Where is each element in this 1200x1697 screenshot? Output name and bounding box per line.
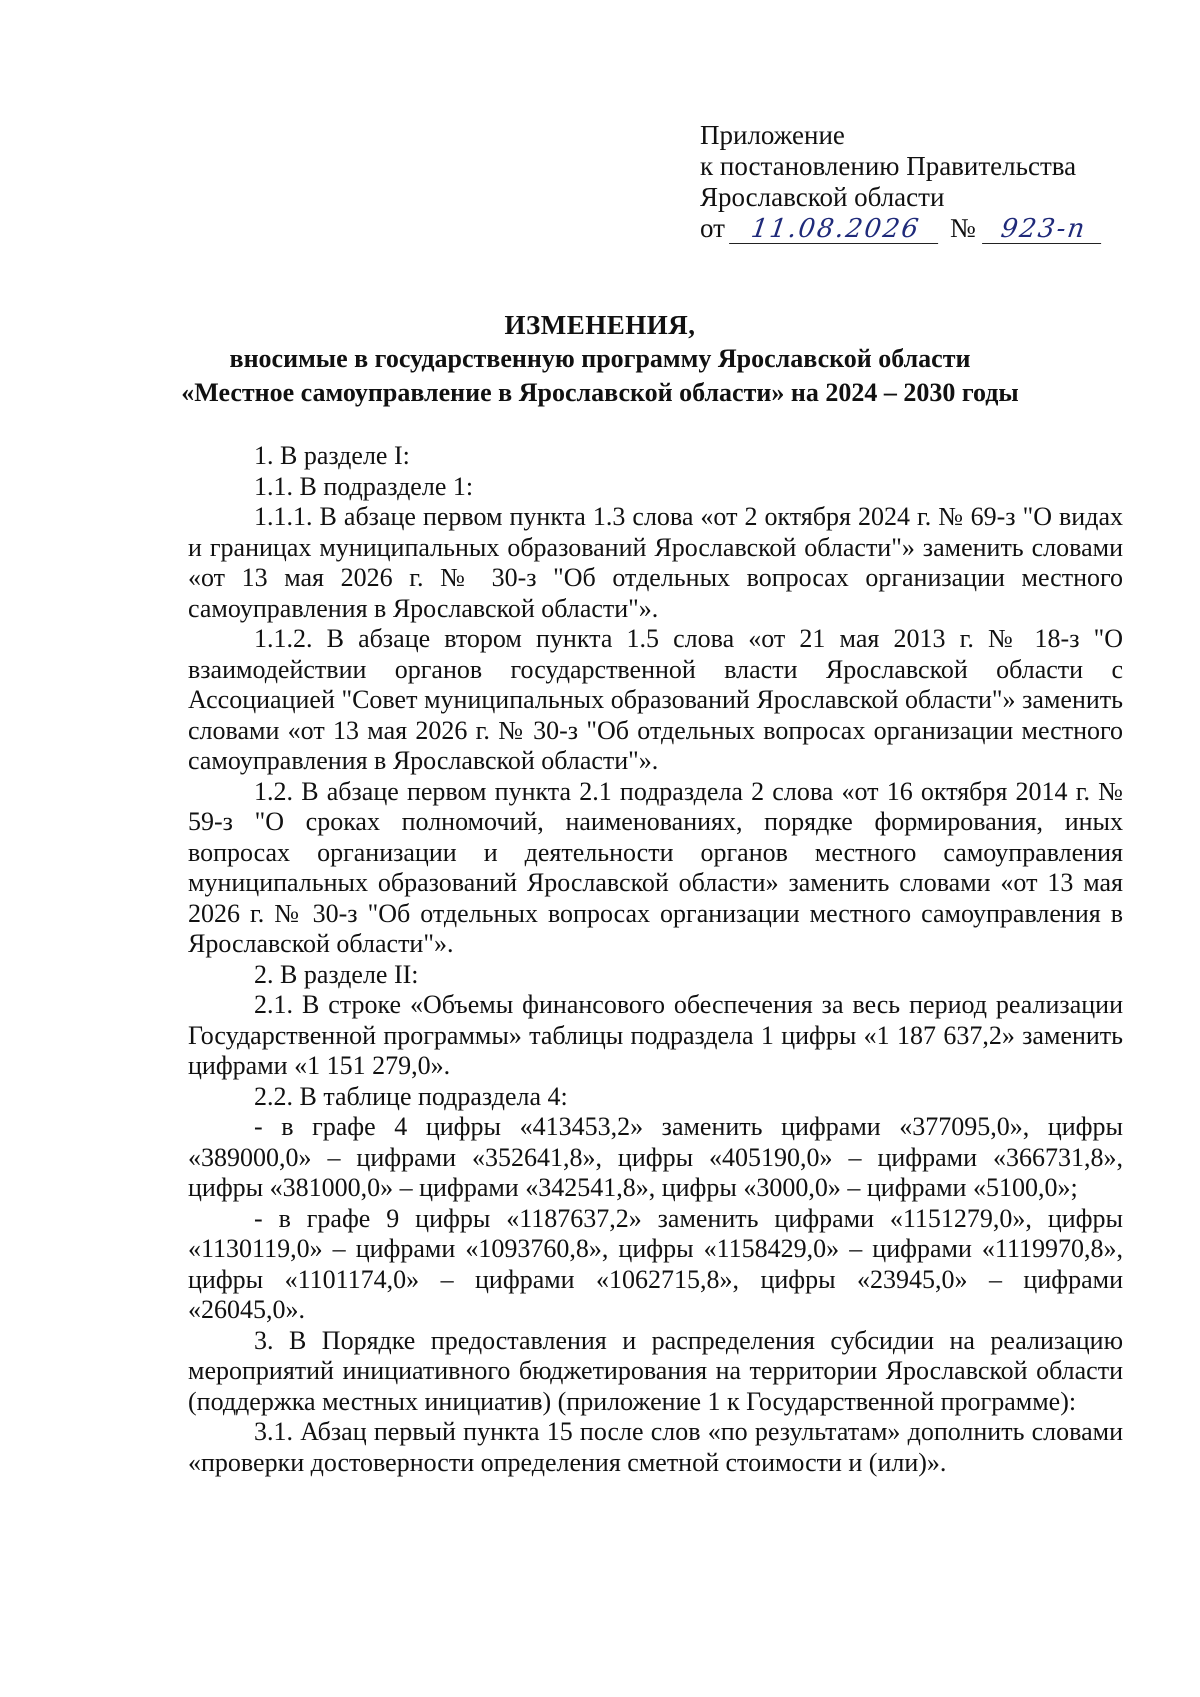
paragraph: 1.1. В подразделе 1: [254, 471, 474, 501]
handwritten-date: 11.08.2026 [729, 216, 942, 244]
approval-stamp-block [700, 120, 1140, 244]
document-body [188, 441, 1123, 1478]
title-main: ИЗМЕНЕНИЯ, [504, 310, 696, 340]
date-prefix: от [700, 213, 725, 243]
approval-date-line [700, 213, 1140, 244]
number-sign: № [949, 213, 976, 243]
paragraph: 3. В Порядке предоставления и распределения субсидии на реализацию мероприятий инициативного бюджетирования на территории Ярославской области (поддержка местных инициатив) (приложение 1 к Государственной программе): [188, 1325, 1123, 1416]
paragraph: 2.1. В строке «Объемы финансового обеспечения за весь период реализации Государственной программы» таблицы подраздела 1 цифры «1 187 637,2» заменить цифрами «1 151 279,0». [188, 990, 1123, 1080]
handwritten-number: 923-п [982, 216, 1105, 244]
paragraph: 1. В разделе I: [254, 441, 410, 470]
approval-line-3: Ярославской области [700, 182, 945, 212]
paragraph: 2. В разделе II: [254, 959, 419, 989]
paragraph: 2.2. В таблице подраздела 4: [254, 1081, 568, 1111]
paragraph: 1.2. В абзаце первом пункта 2.1 подраздела 2 слова «от 16 октября 2014 г. № 59-з "О сроках полномочий, наименованиях, порядке формирования, иных вопросах организации и деятельности органов местного самоуправления муниципальных образований Ярославской области» заменить словами «от 13 мая 2026 г. № 30-з "Об отдельных вопросах организации местного самоуправления в Ярославской области"». [188, 776, 1123, 958]
title-subtitle-1: вносимые в государственную программу Ярославской области [229, 344, 971, 373]
document-title [100, 308, 1100, 410]
paragraph: - в графе 4 цифры «413453,2» заменить цифрами «377095,0», цифры «389000,0» – цифрами «352641,8», цифры «405190,0» – цифрами «366731,8», цифры «381000,0» – цифрами «342541,8», цифры «3000,0» – цифрами «5100,0»; [188, 1112, 1123, 1202]
paragraph: 3.1. Абзац первый пункта 15 после слов «по результатам» дополнить словами «проверки достоверности определения сметной стоимости и (или)». [188, 1417, 1123, 1477]
paragraph: - в графе 9 цифры «1187637,2» заменить цифрами «1151279,0», цифры «1130119,0» – цифрами «1093760,8», цифры «1158429,0» – цифрами «1119970,8», цифры «1101174,0» – цифрами «1062715,8», цифры «23945,0» – цифрами «26045,0». [188, 1203, 1123, 1324]
paragraph: 1.1.2. В абзаце втором пункта 1.5 слова «от 21 мая 2013 г. № 18-з "О взаимодействии органов государственной власти Ярославской области с Ассоциацией "Совет муниципальных образований Ярославской области"» заменить словами «от 13 мая 2026 г. № 30-з "Об отдельных вопросах организации местного самоуправления в Ярославской области"». [188, 624, 1123, 775]
paragraph: 1.1.1. В абзаце первом пункта 1.3 слова «от 2 октября 2024 г. № 69-з "О видах и границах муниципальных образований Ярославской области"» заменить словами «от 13 мая 2026 г. № 30-з "Об отдельных вопросах организации местного самоуправления в Ярославской области"». [188, 502, 1123, 623]
approval-line-2: к постановлению Правительства [700, 151, 1077, 181]
title-subtitle-2: «Местное самоуправление в Ярославской области» на 2024 – 2030 годы [181, 378, 1019, 407]
approval-line-1: Приложение [700, 120, 845, 150]
